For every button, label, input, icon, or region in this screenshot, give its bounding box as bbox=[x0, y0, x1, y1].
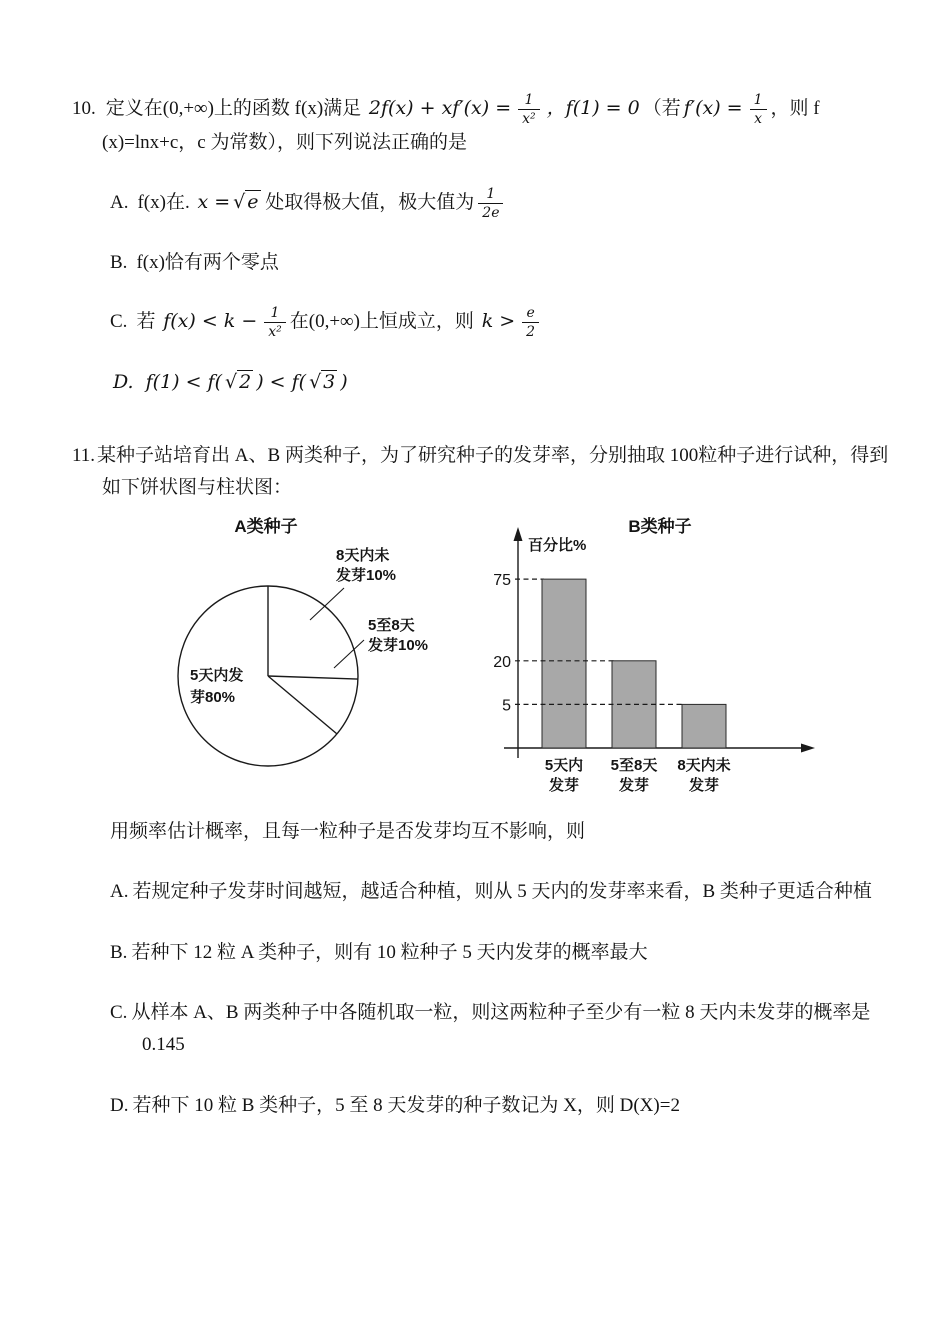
bar-chart-title: B类种子 bbox=[628, 517, 692, 537]
fraction-denominator: x bbox=[754, 111, 762, 128]
fraction-1-over-x bbox=[750, 92, 767, 127]
fraction-denominator: x² bbox=[522, 111, 536, 128]
radicand-e: e bbox=[247, 190, 259, 213]
option-b-label: B. bbox=[110, 251, 128, 273]
bar-3 bbox=[682, 705, 726, 749]
radicand-3: 3 bbox=[323, 371, 336, 394]
q11-option-d bbox=[72, 1090, 894, 1122]
pie-chart-title: A类种子 bbox=[234, 517, 298, 537]
q10-number: 10. bbox=[72, 98, 96, 119]
y-tick-label: 20 bbox=[493, 653, 511, 671]
q11-stem bbox=[72, 440, 894, 505]
q10-text-c: ，则 f bbox=[770, 98, 820, 119]
charts-row bbox=[138, 516, 894, 806]
bar-chart-content bbox=[493, 572, 730, 794]
option-c-math1: f(x) < k − bbox=[163, 310, 258, 333]
fraction-e-over-2 bbox=[522, 305, 539, 340]
q10-stem-line2: (x)=lnx+c，c 为常数），则下列说法正确的是 bbox=[102, 132, 467, 154]
option-c-text2: 在(0,+∞)上恒成立，则 bbox=[289, 311, 474, 333]
x-category-label: 8天内未 bbox=[677, 757, 731, 775]
fraction-1-over-x-squared bbox=[518, 92, 540, 127]
q11-option-a bbox=[72, 876, 894, 908]
q11-option-b bbox=[72, 937, 894, 969]
bar-1 bbox=[542, 579, 586, 748]
question-11 bbox=[72, 440, 894, 1122]
pie-chart bbox=[138, 516, 468, 806]
pie-label-within5 bbox=[190, 666, 248, 706]
option-c-label: C. bbox=[110, 311, 128, 333]
option-a-label: A. bbox=[110, 191, 129, 213]
sqrt-2 bbox=[225, 370, 253, 393]
q10-text-a: 定义在(0,+∞)上的函数 f(x)满足 bbox=[105, 98, 362, 119]
option-d-math1: f(1) < f( bbox=[145, 371, 222, 394]
q10-option-a bbox=[72, 186, 894, 221]
q10-initial-condition: ，f(1) = 0 bbox=[546, 97, 640, 119]
radicand-2: 2 bbox=[239, 371, 252, 394]
y-tick-label: 75 bbox=[493, 572, 511, 590]
pie-label-within5-line2: 芽80% bbox=[190, 689, 236, 707]
option-a-label: A. bbox=[110, 881, 129, 903]
y-tick-label: 5 bbox=[502, 697, 511, 715]
x-category-label: 5天内 bbox=[544, 757, 584, 775]
q10-equation-main: 2f(x) + xf′(x) = bbox=[368, 97, 512, 119]
q10-text-b: （若 bbox=[642, 98, 681, 119]
option-c-text: 从样本 A、B 两类种子中各随机取一粒，则这两粒种子至少有一粒 8 天内未发芽的概率是 0.145 bbox=[131, 1002, 871, 1056]
pie-label-after8 bbox=[335, 547, 396, 584]
pie-label-5to8 bbox=[367, 617, 428, 654]
q10-option-c bbox=[72, 305, 894, 340]
pie-label-within5-line1: 5天内发 bbox=[190, 667, 244, 685]
option-c-label: C. bbox=[110, 1002, 128, 1024]
fraction-numerator: e bbox=[522, 305, 539, 323]
y-axis-arrow bbox=[514, 527, 523, 541]
pie-label-5to8-line2: 发芽10% bbox=[368, 637, 429, 655]
fraction-numerator: 1 bbox=[518, 92, 540, 110]
option-c-text: 若 bbox=[136, 311, 156, 333]
fraction-numerator: 1 bbox=[750, 92, 767, 110]
fraction-denominator: 2e bbox=[482, 204, 500, 221]
pie-slice-line-right bbox=[268, 676, 358, 679]
pie-label-after8-line1: 8天内未 bbox=[336, 547, 390, 565]
option-d-math2: ) < f( bbox=[256, 371, 307, 394]
q11-number: 11. bbox=[72, 444, 96, 466]
x-category-label: 5至8天 bbox=[610, 757, 658, 775]
sqrt-3 bbox=[309, 370, 337, 393]
radical-sign: √ bbox=[309, 371, 322, 394]
x-category-label: 发芽 bbox=[548, 777, 580, 795]
question-10 bbox=[72, 92, 894, 400]
pie-label-after8-line2: 发芽10% bbox=[336, 567, 397, 585]
bar-chart bbox=[468, 516, 848, 806]
y-axis-label: 百分比% bbox=[528, 537, 587, 555]
option-d-math3: ) bbox=[340, 371, 348, 394]
option-c-math2: k > bbox=[481, 310, 516, 333]
option-a-text: f(x)在. bbox=[137, 191, 190, 213]
q10-hint-equation: f′(x) = bbox=[683, 97, 743, 119]
option-a-text2: 处取得极大值，极大值为 bbox=[265, 191, 475, 213]
q10-option-d bbox=[72, 366, 894, 399]
x-category-label: 发芽 bbox=[688, 777, 720, 795]
pie-leader-after8 bbox=[310, 588, 344, 620]
x-category-label: 发芽 bbox=[618, 777, 650, 795]
q11-note: 用频率估计概率，且每一粒种子是否发芽均互不影响，则 bbox=[110, 821, 586, 843]
pie-label-5to8-line1: 5至8天 bbox=[368, 617, 415, 635]
sqrt-e bbox=[233, 190, 260, 213]
fraction-1-over-2e bbox=[478, 186, 503, 221]
q10-stem-line1 bbox=[72, 92, 894, 127]
pie-slice-line-lower-right bbox=[268, 676, 337, 734]
q11-option-c bbox=[72, 997, 894, 1062]
option-d-text: 若种下 10 粒 B 类种子，5 至 8 天发芽的种子数记为 X，则 D(X)=2 bbox=[132, 1094, 680, 1116]
q11-stem-text: 某种子站培育出 A、B 两类种子，为了研究种子的发芽率，分别抽取 100粒种子进行试种，得到如下饼状图与柱状图： bbox=[97, 444, 889, 498]
fraction-numerator: 1 bbox=[478, 186, 503, 204]
q10-option-b bbox=[72, 247, 894, 279]
option-d-label: D. bbox=[113, 371, 134, 394]
option-b-text: f(x)恰有两个零点 bbox=[136, 251, 279, 273]
option-b-text: 若种下 12 粒 A 类种子，则有 10 粒种子 5 天内发芽的概率最大 bbox=[131, 941, 648, 963]
fraction-1-over-x-squared bbox=[264, 305, 286, 340]
x-axis-arrow bbox=[801, 744, 815, 753]
radical-sign: √ bbox=[225, 371, 238, 394]
fraction-denominator: x² bbox=[268, 324, 282, 341]
option-a-text: 若规定种子发芽时间越短，越适合种植，则从 5 天内的发芽率来看，B 类种子更适合种植 bbox=[132, 881, 872, 903]
option-a-math: x = bbox=[197, 190, 231, 213]
pie-leader-5to8 bbox=[334, 640, 364, 668]
option-b-label: B. bbox=[110, 941, 128, 963]
fraction-numerator: 1 bbox=[264, 305, 286, 323]
fraction-denominator: 2 bbox=[526, 324, 536, 341]
radical-sign: √ bbox=[233, 190, 246, 213]
option-d-label: D. bbox=[110, 1094, 129, 1116]
